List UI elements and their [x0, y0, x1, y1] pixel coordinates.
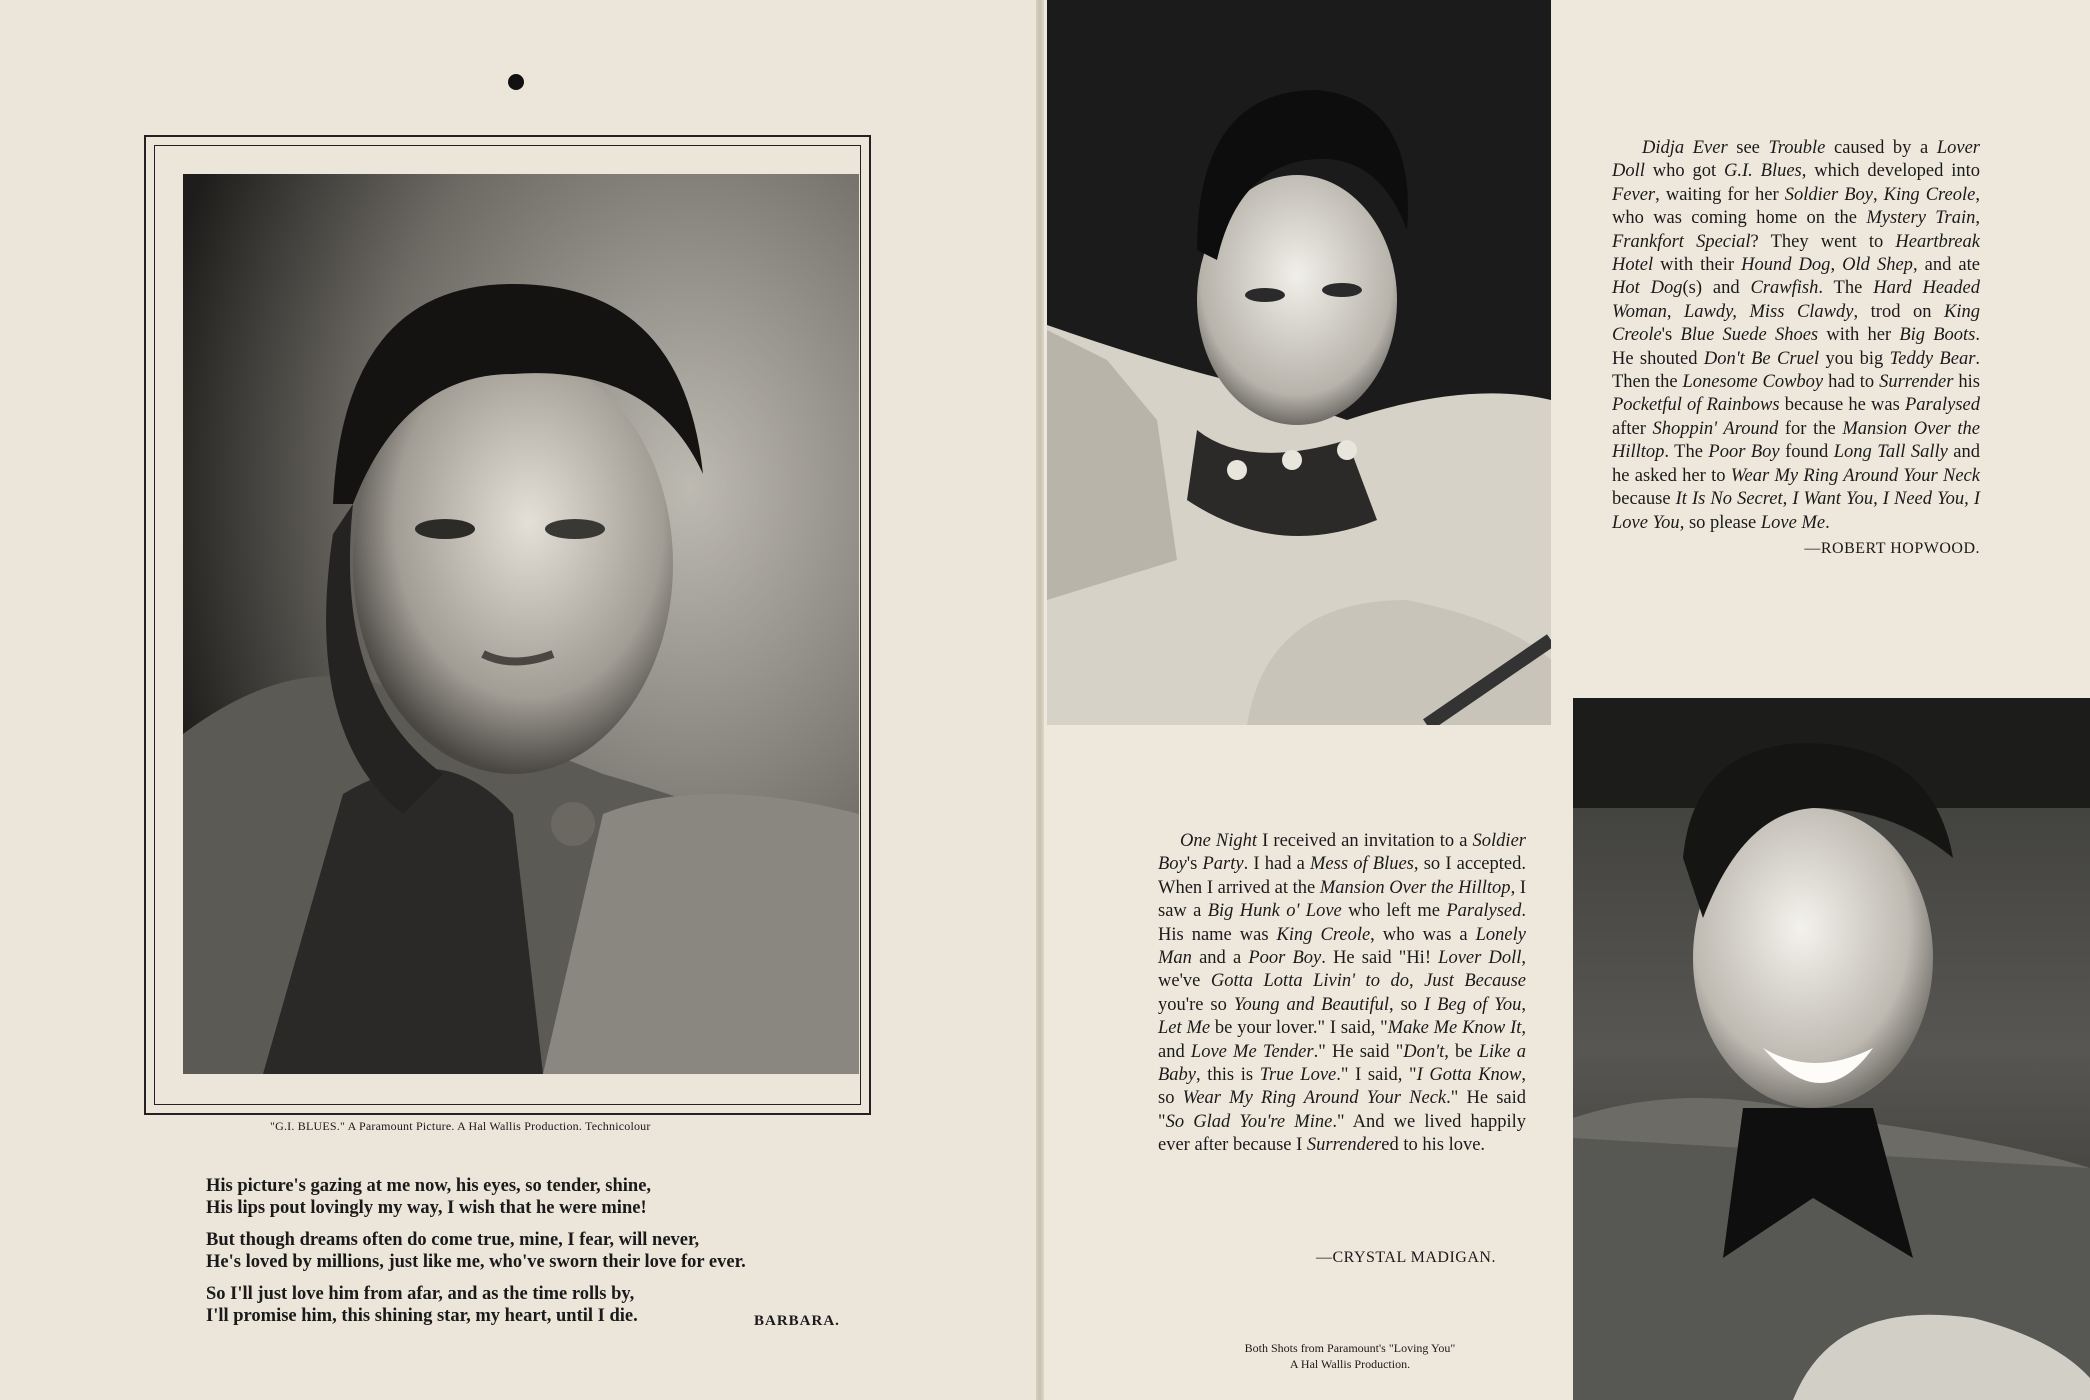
story-author: —ROBERT HOPWOOD.	[1804, 539, 1980, 557]
poem-line: But though dreams often do come true, mine, I fear, will never,	[206, 1230, 700, 1250]
story-body: One Night I received an invitation to a Soldier Boy's Party. I had a Mess of Blues, so I accepted. When I arrived at the Mansion Over the Hilltop, I saw a Big Hunk o' Love who left me Paralysed. His name was King Creole, who was a Lonely Man and a Poor Boy. He said "Hi! Lover Doll, we've Gotta Lotta Livin' to do, Just Because you're so Young and Beautiful, so I Beg of You, Let Me be your lover." I said, "Make Me Know It, and Love Me Tender." He said "Don't, be Like a Baby, this is True Love." I said, "I Gotta Know, so Wear My Ring Around Your Neck." He said "So Glad You're Mine." And we lived happily ever after because I Surrendered to his love.	[1158, 831, 1527, 1156]
photo-caption-gi-blues: "G.I. BLUES." A Paramount Picture. A Hal Wallis Production. Technicolour	[270, 1119, 651, 1133]
guitar-photo	[1047, 0, 1551, 725]
poem-stanza	[206, 1175, 846, 1219]
portrait-photo-gi-blues	[183, 174, 859, 1074]
poem-line: He's loved by millions, just like me, who've sworn their love for ever.	[206, 1252, 746, 1272]
poem-line: His picture's gazing at me now, his eyes, so tender, shine,	[206, 1176, 652, 1196]
story-author: —CRYSTAL MADIGAN.	[1316, 1249, 1496, 1266]
story-body: Didja Ever see Trouble caused by a Lover Doll who got G.I. Blues, which developed into Fever, waiting for her Soldier Boy, King Creole, who was coming home on the Mystery Train, Frankfort Special? They went to Heartbreak Hotel with their Hound Dog, Old Shep, and ate Hot Dog(s) and Crawfish. The Hard Headed Woman, Lawdy, Miss Clawdy, trod on King Creole's Blue Suede Shoes with her Big Boots. He shouted Don't Be Cruel you big Teddy Bear. Then the Lonesome Cowboy had to Surrender his Pocketful of Rainbows because he was Paralysed after Shoppin' Around for the Mansion Over the Hilltop. The Poor Boy found Long Tall Sally and he asked her to Wear My Ring Around Your Neck because It Is No Secret, I Want You, I Need You, I Love You, so please Love Me.	[1612, 138, 1981, 533]
poem-stanza	[206, 1283, 846, 1327]
poem-line: So I'll just love him from afar, and as the time rolls by,	[206, 1284, 635, 1304]
poem-line: I'll promise him, this shining star, my heart, until I die.	[206, 1306, 638, 1326]
smiling-portrait-photo	[1573, 698, 2090, 1400]
poem	[206, 1175, 846, 1337]
story-robert-hopwood	[1612, 137, 1980, 560]
poem-author: BARBARA.	[754, 1313, 840, 1329]
photo-caption-loving-you	[1190, 1340, 1510, 1372]
caption-line: A Hal Wallis Production.	[1289, 1357, 1411, 1371]
poem-stanza	[206, 1229, 846, 1273]
binding-hole	[508, 74, 524, 90]
page-spine	[1036, 0, 1044, 1400]
caption-line: Both Shots from Paramount's "Loving You"	[1244, 1341, 1456, 1355]
poem-line: His lips pout lovingly my way, I wish that he were mine!	[206, 1198, 647, 1218]
story-crystal-madigan	[1158, 830, 1526, 1158]
